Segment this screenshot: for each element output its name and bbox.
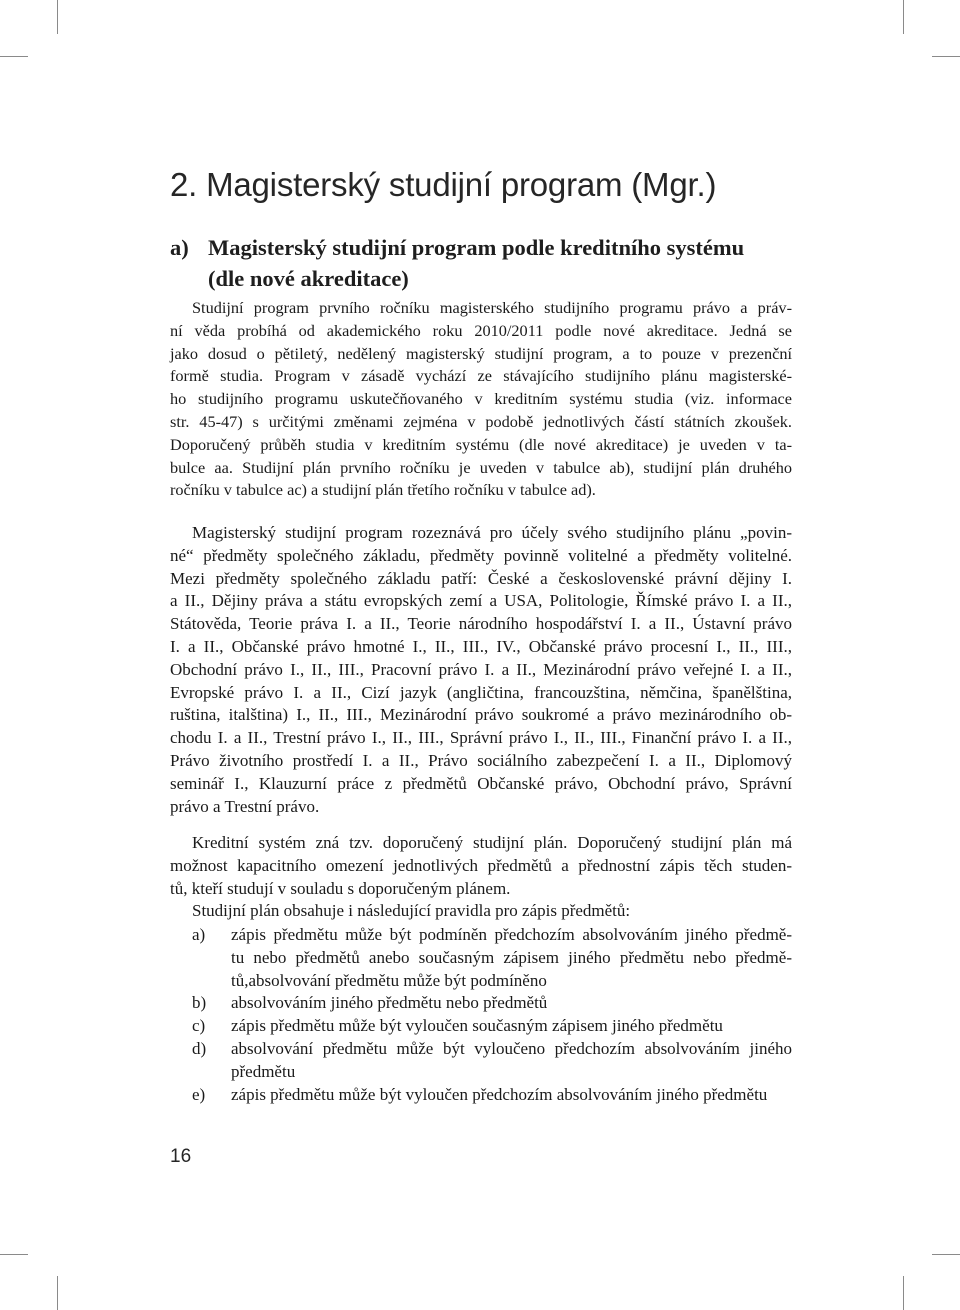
crop-mark-bottom-left <box>57 1276 58 1310</box>
list-marker: c) <box>192 1016 206 1036</box>
text-line: Právo životního prostředí I. a II., Právo sociálního zabezpečení I. a II., Diplomový <box>170 750 792 770</box>
page-title: 2. Magisterský studijní program (Mgr.) <box>170 166 717 203</box>
text-line: Kreditní systém zná tzv. doporučený studijní plán. Doporučený studijní plán má <box>192 833 792 852</box>
list-marker: a) <box>192 925 206 944</box>
list-marker: b) <box>192 993 207 1013</box>
crop-mark-bottom-right <box>903 1276 904 1310</box>
crop-mark-top-right <box>903 0 904 34</box>
enrollment-rules-list <box>170 924 792 1106</box>
crop-mark-left-bottom <box>0 1254 28 1255</box>
text-line: né“ předměty společného základu, předměty povinně volitelné a předměty volitelné. <box>170 545 792 565</box>
text-line: Studijní plán obsahuje i následující pravidla pro zápis předmětů: <box>192 901 631 921</box>
text-line: tů, kteří studují v souladu s doporučeným plánem. <box>170 878 511 898</box>
crop-mark-right-top <box>932 56 960 57</box>
text-line: ho studijního programu uskutečňovaného v kreditním systému studia (viz. informace <box>170 389 792 409</box>
text-line: absolvováním jiného předmětu nebo předmětů <box>231 993 548 1013</box>
list-item <box>170 924 792 992</box>
text-line: Doporučený průběh studia v kreditním systému (dle nové akreditace) je uveden v ta- <box>170 434 792 454</box>
list-item <box>170 1015 792 1038</box>
text-line: formě studia. Program v zásadě vychází ze stávajícího studijního plánu magisterské- <box>170 366 792 386</box>
crop-mark-left-top <box>0 56 28 57</box>
text-line: jako dosud o pětiletý, nedělený magisterský studijní program, a to pouze v prezenční <box>170 343 792 363</box>
text-line: Evropské právo I. a II., Cizí jazyk (angličtina, francouzština, němčina, španělština, <box>170 682 792 702</box>
text-line: Mezi předměty společného základu patří: České a československé právní dějiny I. <box>170 568 792 588</box>
text-line: zápis předmětu může být podmíněn předchozím absolvováním jiného předmě- <box>231 925 792 944</box>
section-heading <box>170 232 810 294</box>
text-line: tů,absolvování předmětu může být podmíněno <box>231 970 547 990</box>
text-line: právo a Trestní právo. <box>170 796 320 816</box>
crop-mark-right-bottom <box>932 1254 960 1255</box>
text-line: možnost kapacitního omezení jednotlivých předmětů a přednostní zápis těch studen- <box>170 855 792 875</box>
text-line: Obchodní právo I., II., III., Pracovní právo I. a II., Mezinárodní právo veřejné I. a II., <box>170 659 792 679</box>
text-line: zápis předmětu může být vyloučen předchozím absolvováním jiného předmětu <box>231 1084 768 1104</box>
crop-mark-top-left <box>57 0 58 34</box>
paragraph-subjects <box>170 522 792 818</box>
text-line: Studijní program prvního ročníku magisterského studijního programu právo a práv- <box>192 298 792 317</box>
text-line: zápis předmětu může být vyloučen současným zápisem jiného předmětu <box>231 1016 723 1036</box>
list-item <box>170 1038 792 1084</box>
text-line: tu nebo předmětů anebo současným zápisem jiného předmětu nebo předmě- <box>231 947 792 967</box>
text-line: Státověda, Teorie práva I. a II., Teorie národního hospodářství I. a II., Ústavní právo <box>170 614 792 634</box>
list-item <box>170 992 792 1015</box>
list-marker: d) <box>192 1038 207 1058</box>
section-heading-line1: Magisterský studijní program podle kreditního systému <box>208 235 745 260</box>
text-line: Magisterský studijní program rozeznává pro účely svého studijního plánu „povin- <box>192 523 792 542</box>
text-line: str. 45-47) s určitými změnami zejména v podobě jednotlivých částí státních zkoušek. <box>170 411 792 431</box>
text-line: seminář I., Klauzurní práce z předmětů Občanské právo, Obchodní právo, Správní <box>170 773 792 793</box>
section-heading-line2: (dle nové akreditace) <box>208 266 409 291</box>
text-line: chodu I. a II., Trestní právo I., II., III., Správní právo I., II., III., Finanční právo I. a II., <box>170 728 792 748</box>
text-line: bulce aa. Studijní plán prvního ročníku je uveden v tabulce ab), studijní plán druhého <box>170 457 792 477</box>
list-marker: e) <box>192 1084 206 1104</box>
text-line: a II., Dějiny práva a státu evropských zemí a USA, Politologie, Římské právo I. a II., <box>170 591 792 611</box>
text-line: I. a II., Občanské právo hmotné I., II., III., IV., Občanské právo procesní I., II., III., <box>170 636 792 656</box>
paragraph-credit-system <box>170 832 792 923</box>
list-item <box>170 1084 792 1107</box>
text-line: předmětu <box>231 1061 296 1081</box>
text-line: ročníku v tabulce ac) a studijní plán třetího ročníku v tabulce ad). <box>170 480 596 500</box>
text-line: ruština, italština) I., II., III., Mezinárodní právo soukromé a právo mezinárodního ob- <box>170 705 792 725</box>
section-label: a) <box>170 235 189 260</box>
page-number: 16 <box>170 1146 192 1167</box>
text-line: ní věda probíhá od akademického roku 2010/2011 podle nové akreditace. Jedná se <box>170 320 792 340</box>
text-line: absolvování předmětu může být vyloučeno předchozím absolvováním jiného <box>231 1038 792 1058</box>
paragraph-accreditation <box>170 297 792 502</box>
